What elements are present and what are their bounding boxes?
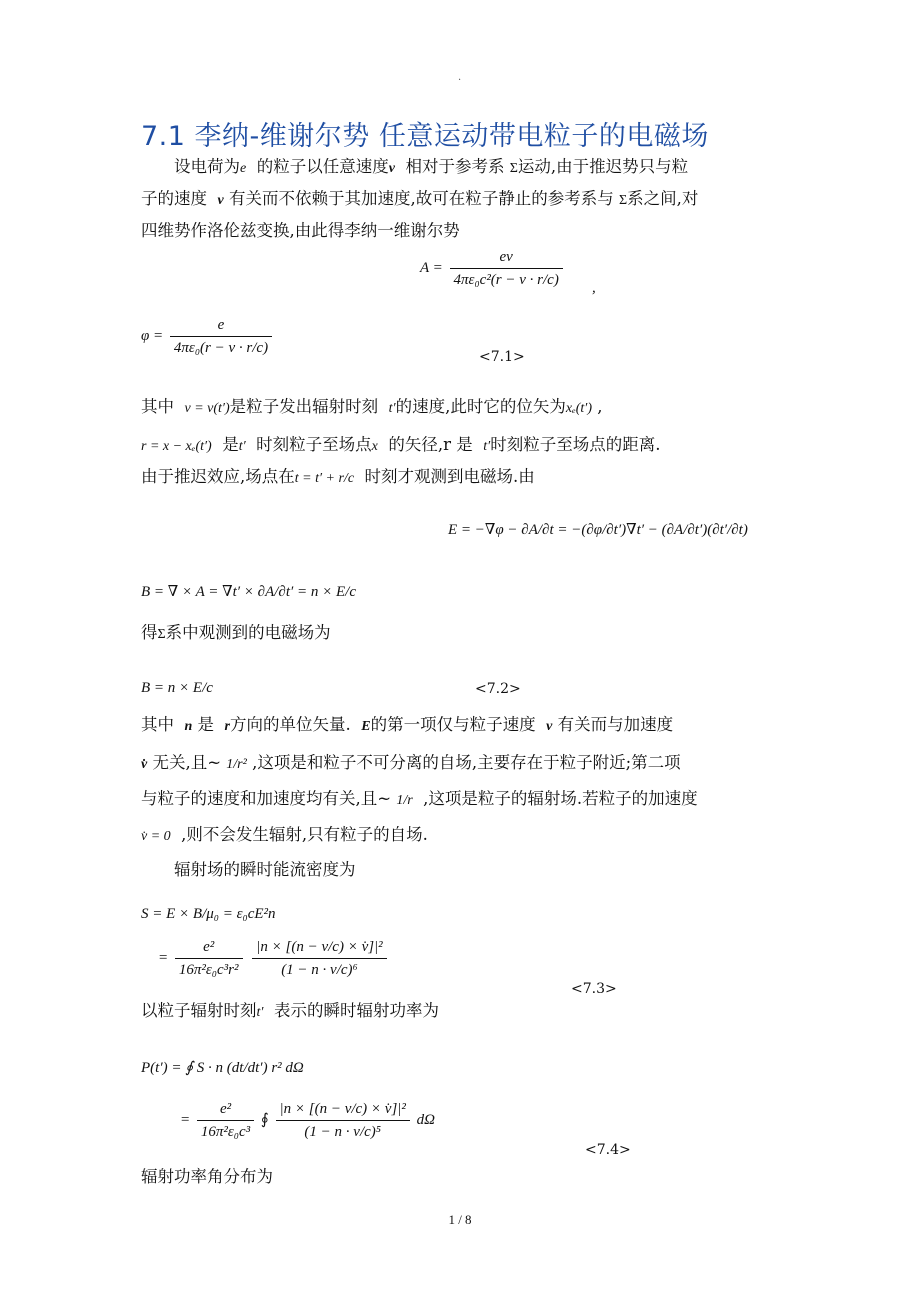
- fraction: [197, 1098, 254, 1143]
- denominator: 16π²ε₀c³r²: [178, 962, 239, 978]
- math: t′: [256, 1005, 264, 1020]
- text: 的第一项仅与粒子速度: [370, 715, 536, 734]
- text: 系中观测到的电磁场为: [165, 623, 331, 642]
- equation-magnetic-field: B = ∇ × A = ∇t′ × ∂A/∂t′ = n × E/c: [141, 584, 357, 600]
- math: t′: [388, 401, 396, 416]
- math-e: e: [240, 161, 247, 176]
- math: t = t′ + r/c: [294, 471, 355, 486]
- math: x: [371, 439, 378, 454]
- text: 无关,且~: [152, 753, 222, 772]
- text: 方向的单位矢量.: [230, 715, 351, 734]
- text: ,: [597, 397, 603, 416]
- math: xₑ(t′): [565, 401, 593, 416]
- text: ,这项是和粒子不可分离的自场,主要存在于粒子附近;第二项: [252, 753, 681, 772]
- text: 设电荷为: [174, 157, 240, 176]
- equation-poynting-line2: [158, 936, 390, 981]
- math: v = v(t′): [184, 401, 230, 416]
- text: 其中: [141, 715, 174, 734]
- denominator: 16π²ε₀c³: [200, 1124, 251, 1140]
- math-n: n: [184, 719, 193, 734]
- paragraph-intro: [141, 152, 786, 246]
- eq-sign: =: [158, 949, 169, 966]
- paragraph-definitions: [141, 392, 786, 494]
- text: 系之间,对: [627, 189, 699, 208]
- paragraph-angular-distribution: 辐射功率角分布为: [141, 1167, 273, 1186]
- text: 时刻粒子至场点的距离.: [490, 435, 661, 454]
- header-dot: .: [458, 72, 462, 83]
- eq-lhs: A =: [420, 259, 443, 276]
- numerator: e²: [197, 1098, 254, 1121]
- math-sigma: Σ: [618, 193, 628, 208]
- text: ,这项是粒子的辐射场.若粒子的加速度: [423, 789, 698, 808]
- numerator: |n × [(n − v/c) × v̇]|²: [252, 936, 386, 959]
- math-sigma: Σ: [509, 161, 518, 176]
- denominator: (1 − n · v/c)⁵: [304, 1124, 381, 1140]
- denominator: (1 − n · v/c)⁶: [281, 962, 358, 978]
- math: r = x − xₑ(t′): [141, 439, 212, 454]
- math-v: v: [388, 161, 395, 176]
- eq-sign: =: [180, 1111, 191, 1128]
- eq-lhs: φ =: [141, 327, 164, 344]
- fraction: [170, 314, 272, 359]
- text: 是粒子发出辐射时刻: [229, 397, 379, 416]
- equation-electric-field: E = −∇φ − ∂A/∂t = −(∂φ/∂t′)∇t′ − (∂A/∂t′)(∂t′/∂t): [448, 522, 748, 538]
- eq-comma: ,: [592, 280, 596, 296]
- math-v: v: [217, 193, 224, 208]
- text: 的矢径,r 是: [388, 435, 473, 454]
- math-E: E: [361, 719, 371, 734]
- math: 1/r: [396, 793, 413, 808]
- text: 运动,由于推迟势只与粒: [517, 157, 689, 176]
- text: 与粒子的速度和加速度均有关,且~: [141, 789, 392, 808]
- integral-sign: ∮: [260, 1111, 269, 1128]
- math: t′: [483, 439, 491, 454]
- equation-b-relation: B = n × E/c: [141, 680, 213, 696]
- equation-number-7-2: <7.2>: [475, 681, 521, 697]
- differential: dΩ: [416, 1111, 436, 1128]
- text: 由于推迟效应,场点在: [141, 467, 295, 486]
- text: 时刻粒子至场点: [256, 435, 372, 454]
- text: ,则不会发生辐射,只有粒子的自场.: [181, 825, 428, 844]
- text: 有关而不依赖于其加速度,故可在粒子静止的参考系与: [228, 189, 614, 208]
- text: 子的速度: [141, 189, 207, 208]
- text: 表示的瞬时辐射功率为: [273, 1001, 439, 1020]
- text: 得: [141, 623, 158, 642]
- section-title: 7.1 李纳-维谢尔势 任意运动带电粒子的电磁场: [141, 121, 709, 152]
- denominator: 4πε₀(r − v · r/c): [173, 340, 269, 356]
- equation-scalar-potential: [141, 314, 275, 359]
- paragraph-power: [141, 996, 786, 1028]
- paragraph-energy-flux: 辐射场的瞬时能流密度为: [174, 860, 356, 879]
- text: 时刻才观测到电磁场.由: [364, 467, 535, 486]
- fraction: [252, 936, 386, 981]
- equation-power-line2: [180, 1098, 435, 1143]
- fraction: [450, 246, 563, 291]
- numerator: e: [170, 314, 272, 337]
- text: 的粒子以任意速度: [256, 157, 389, 176]
- text: 有关而与加速度: [557, 715, 674, 734]
- fraction: [276, 1098, 410, 1143]
- numerator: ev: [450, 246, 563, 269]
- text: 其中: [141, 397, 174, 416]
- text: 是: [197, 715, 215, 734]
- paragraph-field-terms: [141, 710, 786, 852]
- math-vdot: v̇: [141, 757, 148, 772]
- equation-number-7-1: <7.1>: [479, 349, 525, 365]
- math: v̇ = 0: [141, 829, 171, 844]
- denominator: 4πε₀c²(r − v · r/c): [453, 272, 559, 288]
- text: 的速度,此时它的位矢为: [395, 397, 566, 416]
- text: 是: [222, 435, 239, 454]
- numerator: |n × [(n − v/c) × v̇]|²: [276, 1098, 410, 1121]
- math-r: r: [224, 719, 230, 734]
- equation-number-7-3: <7.3>: [571, 981, 617, 997]
- equation-number-7-4: <7.4>: [585, 1142, 631, 1158]
- equation-power-line1: P(t′) = ∮ S · n (dt/dt′) r² dΩ: [141, 1060, 304, 1076]
- page-number: 1 / 8: [448, 1212, 472, 1227]
- equation-poynting-line1: S = E × B/μ₀ = ε₀cE²n: [141, 906, 276, 922]
- paragraph-observed-fields: [141, 618, 786, 650]
- fraction: [175, 936, 243, 981]
- math: t′: [238, 439, 246, 454]
- text: 以粒子辐射时刻: [141, 1001, 257, 1020]
- text: 相对于参考系: [405, 157, 505, 176]
- math-v: v: [546, 719, 553, 734]
- numerator: e²: [175, 936, 243, 959]
- math-sigma: Σ: [157, 627, 166, 642]
- equation-vector-potential: [420, 246, 566, 291]
- text: 四维势作洛伦兹变换,由此得李纳一维谢尔势: [141, 221, 460, 240]
- math: 1/r²: [226, 757, 247, 772]
